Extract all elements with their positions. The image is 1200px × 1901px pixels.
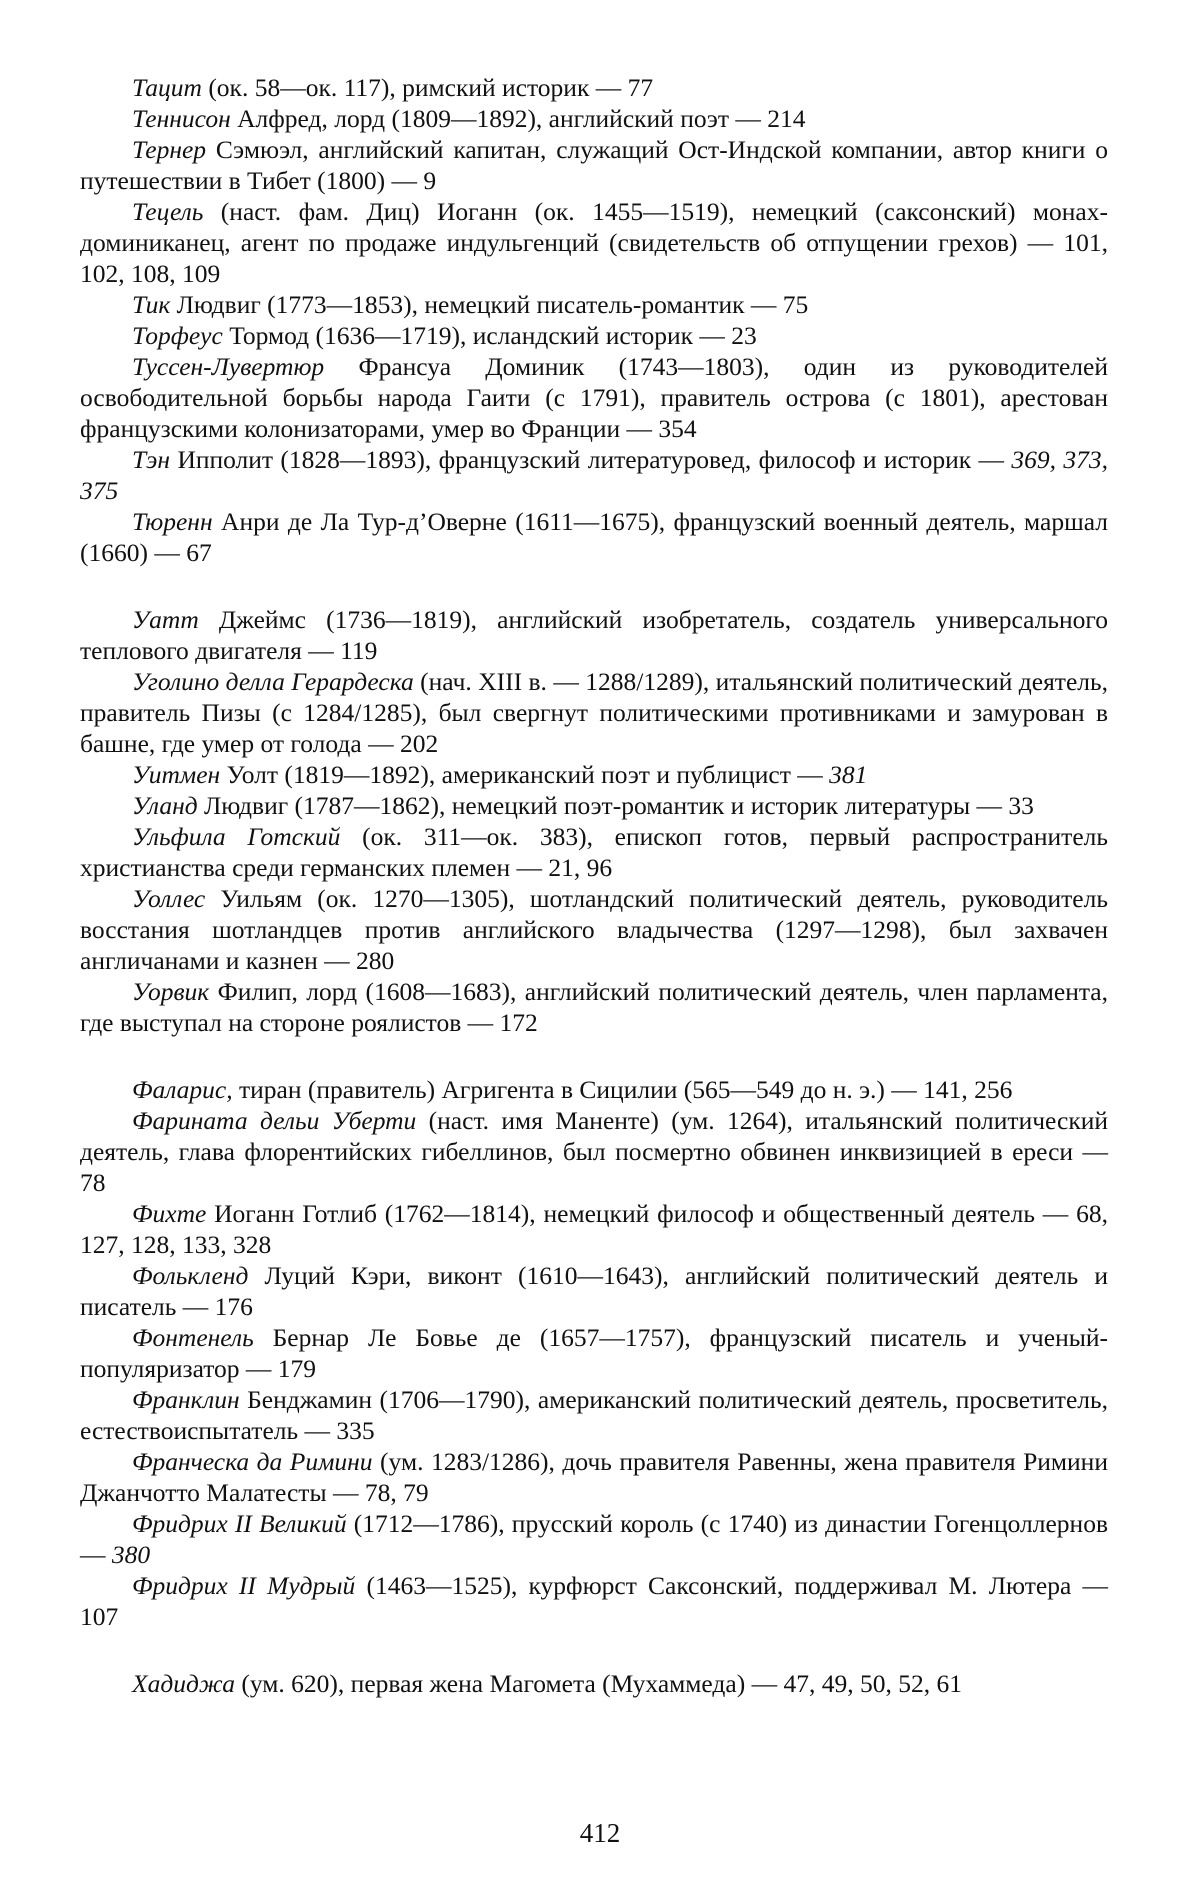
- entry-name: Теннисон: [132, 104, 231, 133]
- index-section-kh: [80, 1668, 1108, 1699]
- section-gap: [80, 1632, 1108, 1668]
- entry-text: (ум. 1283/1286), дочь правителя Равенны, жена правителя Римини Джанчотто Малатесты — 78, 79: [80, 1447, 1108, 1507]
- entry-name: Туссен-Лувертюр: [132, 352, 324, 381]
- entry-text: Уильям (ок. 1270—1305), шотландский политический деятель, руководитель восстания шотландцев против английского владычества (1297—1298), был захвачен англичанами и казнен — 280: [80, 884, 1108, 975]
- index-entry: [80, 883, 1108, 976]
- index-section-t: [80, 72, 1108, 568]
- entry-text: Иоганн Готлиб (1762—1814), немецкий философ и общественный деятель — 68, 127, 128, 133, 328: [80, 1199, 1108, 1259]
- entry-pages-italic: 369, 373, 375: [80, 445, 1108, 505]
- index-entry: [80, 134, 1108, 196]
- entry-name: Ульфила Готский: [132, 822, 340, 851]
- entry-text: (наст. фам. Диц) Иоганн (ок. 1455—1519), немецкий (саксонский) монах-доминиканец, агент по продаже индульгенций (свидетельств об отпущении грехов) — 101, 102, 108, 109: [80, 197, 1108, 288]
- index-entry: [80, 759, 1108, 790]
- index-entry: [80, 103, 1108, 134]
- entry-text: (ум. 620), первая жена Магомета (Мухаммеда) — 47, 49, 50, 52, 61: [235, 1669, 962, 1698]
- entry-text: Джеймс (1736—1819), английский изобретатель, создатель универсального теплового двигателя — 119: [80, 605, 1108, 665]
- entry-text: Луций Кэри, виконт (1610—1643), английский политический деятель и писатель — 176: [80, 1261, 1108, 1321]
- index-entry: [80, 1105, 1108, 1198]
- index-entry: [80, 1074, 1108, 1105]
- entry-text: Уолт (1819—1892), американский поэт и публицист —: [220, 760, 829, 789]
- entry-name: Тацит: [132, 73, 202, 102]
- index-entry: [80, 1384, 1108, 1446]
- index-entry: [80, 1508, 1108, 1570]
- entry-text: (ок. 311—ок. 383), епископ готов, первый распространитель христианства среди германских племен — 21, 96: [80, 822, 1108, 882]
- entry-name: Фридрих II Мудрый: [132, 1571, 355, 1600]
- entry-text: Франсуа Доминик (1743—1803), один из руководителей освободительной борьбы народа Гаити (с 1791), правитель острова (с 1801), арестован французскими колонизаторами, умер во Франции — 354: [80, 352, 1108, 443]
- index-entry: [80, 444, 1108, 506]
- entry-text: Ипполит (1828—1893), французский литературовед, философ и историк —: [170, 445, 1011, 474]
- entry-name: Уатт: [132, 605, 199, 634]
- entry-name: Хадиджа: [132, 1669, 235, 1698]
- index-entry: [80, 72, 1108, 103]
- entry-text: Бернар Ле Бовье де (1657—1757), французский писатель и ученый-популяризатор — 179: [80, 1323, 1108, 1383]
- index-section-f: [80, 1074, 1108, 1632]
- entry-text: (нач. XIII в. — 1288/1289), итальянский политический деятель, правитель Пизы (с 1284/1285), был свергнут политическими противниками и замурован в башне, где умер от голода — 202: [80, 667, 1108, 758]
- entry-text: тиран (правитель) Агригента в Сицилии (565—549 до н. э.) — 141, 256: [233, 1075, 1013, 1104]
- index-entry: [80, 1322, 1108, 1384]
- index-entry: [80, 1570, 1108, 1632]
- entry-name: Франклин: [132, 1385, 240, 1414]
- entry-name: Тецель: [132, 197, 203, 226]
- index-entry: [80, 1668, 1108, 1699]
- entry-text: Филип, лорд (1608—1683), английский политический деятель, член парламента, где выступал на стороне роялистов — 172: [80, 977, 1108, 1037]
- section-gap: [80, 1038, 1108, 1074]
- entry-name: Уитмен: [132, 760, 220, 789]
- index-page: [0, 0, 1200, 1901]
- entry-pages-italic: 381: [829, 760, 867, 789]
- index-entry: [80, 1446, 1108, 1508]
- entry-name: Фонтенель: [132, 1323, 254, 1352]
- index-entry: [80, 604, 1108, 666]
- entry-text: Людвиг (1773—1853), немецкий писатель-романтик — 75: [170, 290, 808, 319]
- entry-name: Фолькленд: [132, 1261, 248, 1290]
- entry-text: (наст. имя Маненте) (ум. 1264), итальянский политический деятель, глава флорентийских гибеллинов, был посмертно обвинен инквизицией в ереси — 78: [80, 1106, 1108, 1197]
- entry-name: Тернер: [132, 135, 206, 164]
- index-entry: [80, 821, 1108, 883]
- index-entry: [80, 506, 1108, 568]
- name-index: [80, 72, 1108, 1699]
- index-entry: [80, 196, 1108, 289]
- index-entry: [80, 976, 1108, 1038]
- entry-text: Тормод (1636—1719), исландский историк — 23: [223, 321, 757, 350]
- entry-text: (1463—1525), курфюрст Саксонский, поддерживал М. Лютера — 107: [80, 1571, 1108, 1631]
- index-entry: [80, 289, 1108, 320]
- entry-name: Франческа да Римини: [132, 1447, 373, 1476]
- index-entry: [80, 320, 1108, 351]
- entry-name: Фаларис,: [132, 1075, 233, 1104]
- index-section-u: [80, 604, 1108, 1038]
- entry-name: Уланд: [132, 791, 198, 820]
- index-entry: [80, 790, 1108, 821]
- entry-text: Анри де Ла Тур-д’Оверне (1611—1675), французский военный деятель, маршал (1660) — 67: [80, 507, 1108, 567]
- entry-text: Людвиг (1787—1862), немецкий поэт-романтик и историк литературы — 33: [198, 791, 1034, 820]
- index-entry: [80, 1198, 1108, 1260]
- entry-text: (1712—1786), прусский король (с 1740) из династии Гогенцоллернов —: [80, 1509, 1108, 1569]
- entry-text: (ок. 58—ок. 117), римский историк — 77: [202, 73, 653, 102]
- index-entry: [80, 666, 1108, 759]
- entry-name: Торфеус: [132, 321, 223, 350]
- index-entry: [80, 1260, 1108, 1322]
- entry-name: Тэн: [132, 445, 170, 474]
- entry-name: Фарината дельи Уберти: [132, 1106, 416, 1135]
- section-gap: [80, 568, 1108, 604]
- entry-name: Фихте: [132, 1199, 206, 1228]
- page-number: 412: [0, 1818, 1200, 1849]
- entry-name: Тюренн: [132, 507, 213, 536]
- entry-name: Тик: [132, 290, 170, 319]
- entry-name: Уголино делла Герардеска: [132, 667, 414, 696]
- index-entry: [80, 351, 1108, 444]
- entry-text: Сэмюэл, английский капитан, служащий Ост-Индской компании, автор книги о путешествии в Тибет (1800) — 9: [80, 135, 1108, 195]
- entry-text: Бенджамин (1706—1790), американский политический деятель, просветитель, естествоиспытатель — 335: [80, 1385, 1108, 1445]
- entry-text: Алфред, лорд (1809—1892), английский поэт — 214: [231, 104, 806, 133]
- entry-pages-italic: 380: [112, 1540, 150, 1569]
- entry-name: Фридрих II Великий: [132, 1509, 347, 1538]
- entry-name: Уорвик: [132, 977, 209, 1006]
- entry-name: Уоллес: [132, 884, 205, 913]
